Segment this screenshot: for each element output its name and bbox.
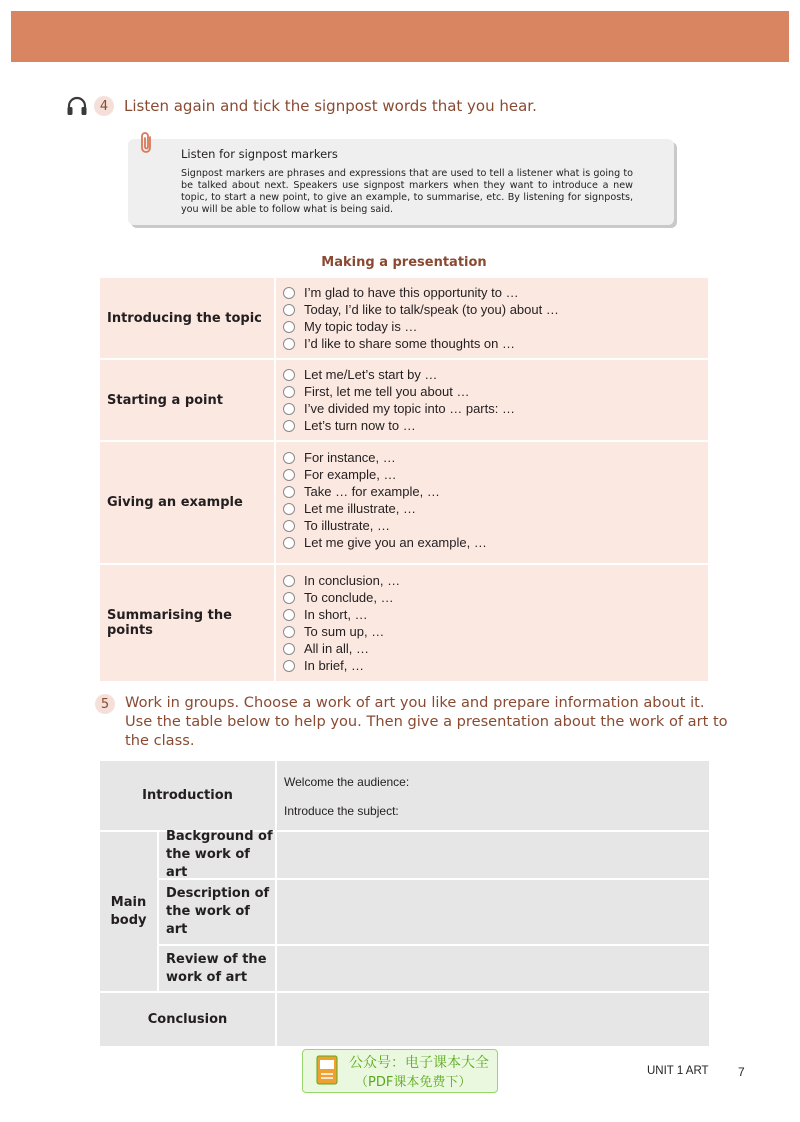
signpost-phrase: In conclusion, … (304, 573, 401, 588)
tip-box (128, 139, 674, 225)
introduce-subject-prompt: Introduce the subject: (284, 804, 399, 818)
tick-circle-icon[interactable] (283, 609, 295, 621)
description-label (159, 880, 275, 944)
signpost-phrase: Today, I’d like to talk/speak (to you) about … (304, 302, 559, 317)
tip-text: Signpost markers are phrases and expressions that are used to tell a listener what is going to be talked about next. Speakers use signpost markers when they want to introduce a new topic, to start a new point, to give an example, to summarise, etc. By listening for signposts, you will be able to follow what is being said. (181, 168, 633, 215)
activity-instruction: Listen again and tick the signpost words that you hear. (124, 97, 537, 115)
background-text: Background of the work of art (166, 829, 273, 880)
tick-circle-icon[interactable] (283, 643, 295, 655)
signpost-option (283, 284, 708, 301)
signpost-phrase: Let me illustrate, … (304, 501, 416, 516)
tick-circle-icon[interactable] (283, 452, 295, 464)
watermark-logo (302, 1049, 498, 1093)
tick-circle-icon[interactable] (283, 660, 295, 672)
signpost-option (283, 383, 708, 400)
watermark-line-1: 公众号：电子课本大全 (349, 1055, 489, 1071)
signpost-option (283, 366, 708, 383)
signpost-row (100, 565, 708, 683)
signpost-category: Summarising the points (100, 565, 276, 681)
signpost-phrase: I’ve divided my topic into … parts: … (304, 401, 515, 416)
signpost-option (283, 449, 708, 466)
signpost-option (283, 606, 708, 623)
headphones-icon (66, 96, 88, 116)
main-body-label (100, 832, 157, 991)
signpost-items (276, 442, 708, 563)
background-label (159, 829, 275, 880)
signpost-phrase: For example, … (304, 467, 397, 482)
activity-number: 4 (94, 96, 114, 116)
signpost-items (276, 565, 708, 681)
tick-circle-icon[interactable] (283, 537, 295, 549)
tip-title: Listen for signpost markers (181, 147, 338, 161)
tick-circle-icon[interactable] (283, 386, 295, 398)
signpost-option (283, 640, 708, 657)
signpost-option (283, 623, 708, 640)
introduction-label (100, 761, 275, 830)
signpost-option (283, 335, 708, 352)
conclusion-answer-cell[interactable] (277, 993, 709, 1046)
signpost-phrase: Let’s turn now to … (304, 418, 416, 433)
signpost-row (100, 442, 708, 565)
conclusion-label (100, 993, 275, 1046)
introduction-text: Introduction (142, 787, 233, 803)
activity-4-heading (66, 94, 537, 118)
signpost-row (100, 278, 708, 360)
signpost-phrase: I’d like to share some thoughts on … (304, 336, 516, 351)
paperclip-icon (138, 131, 156, 155)
signpost-option (283, 572, 708, 589)
page-number: 7 (738, 1065, 745, 1079)
signpost-phrase: Let me/Let’s start by … (304, 367, 438, 382)
tick-circle-icon[interactable] (283, 304, 295, 316)
welcome-audience-prompt: Welcome the audience: (284, 775, 410, 789)
signpost-phrase: All in all, … (304, 641, 370, 656)
description-answer-cell[interactable] (277, 880, 709, 944)
tick-circle-icon[interactable] (283, 592, 295, 604)
signpost-option (283, 483, 708, 500)
signpost-phrase: First, let me tell you about … (304, 384, 470, 399)
tick-circle-icon[interactable] (283, 486, 295, 498)
tick-circle-icon[interactable] (283, 520, 295, 532)
conclusion-text: Conclusion (147, 1011, 228, 1027)
signpost-category: Giving an example (100, 442, 276, 563)
signpost-phrase: Let me give you an example, … (304, 535, 487, 550)
tick-circle-icon[interactable] (283, 575, 295, 587)
tick-circle-icon[interactable] (283, 626, 295, 638)
signpost-option (283, 417, 708, 434)
tick-circle-icon[interactable] (283, 338, 295, 350)
presentation-table (100, 761, 709, 1046)
book-icon (316, 1055, 338, 1085)
signpost-option (283, 657, 708, 674)
signpost-phrase: To illustrate, … (304, 518, 390, 533)
signpost-phrase: To sum up, … (304, 624, 385, 639)
signpost-phrase: In short, … (304, 607, 368, 622)
review-text: Review of the work of art (166, 951, 267, 985)
signpost-phrase: I’m glad to have this opportunity to … (304, 285, 519, 300)
review-label (159, 946, 275, 991)
activity-instruction: Work in groups. Choose a work of art you like and prepare information about it. Use the table below to help you. Then give a presentation about the work of art to the class. (125, 694, 728, 749)
table-title: Making a presentation (321, 255, 487, 270)
signpost-phrase: In brief, … (304, 658, 364, 673)
signpost-option (283, 534, 708, 551)
tick-circle-icon[interactable] (283, 321, 295, 333)
tick-circle-icon[interactable] (283, 287, 295, 299)
signpost-phrase: Take … for example, … (304, 484, 440, 499)
signpost-option (283, 400, 708, 417)
signpost-items (276, 278, 708, 358)
background-answer-cell[interactable] (277, 832, 709, 878)
tick-circle-icon[interactable] (283, 420, 295, 432)
description-text: Description of the work of art (166, 886, 270, 937)
signpost-option (283, 589, 708, 606)
signpost-phrase: To conclude, … (304, 590, 394, 605)
header-band (11, 11, 789, 62)
signpost-table (100, 278, 708, 683)
main-body-text: Main body (110, 894, 147, 928)
signpost-phrase: For instance, … (304, 450, 396, 465)
tick-circle-icon[interactable] (283, 503, 295, 515)
unit-label: UNIT 1 ART (647, 1065, 709, 1077)
signpost-items (276, 360, 708, 440)
watermark-line-2: （PDF课本免费下） (355, 1075, 472, 1090)
signpost-option (283, 318, 708, 335)
introduction-answer-cell[interactable] (277, 761, 709, 830)
signpost-option (283, 517, 708, 534)
signpost-option (283, 301, 708, 318)
tick-circle-icon[interactable] (283, 403, 295, 415)
signpost-category: Starting a point (100, 360, 276, 440)
signpost-option (283, 500, 708, 517)
signpost-row (100, 360, 708, 442)
tick-circle-icon[interactable] (283, 469, 295, 481)
tick-circle-icon[interactable] (283, 369, 295, 381)
activity-number: 5 (95, 694, 115, 714)
signpost-category: Introducing the topic (100, 278, 276, 358)
signpost-phrase: My topic today is … (304, 319, 418, 334)
signpost-option (283, 466, 708, 483)
review-answer-cell[interactable] (277, 946, 709, 991)
